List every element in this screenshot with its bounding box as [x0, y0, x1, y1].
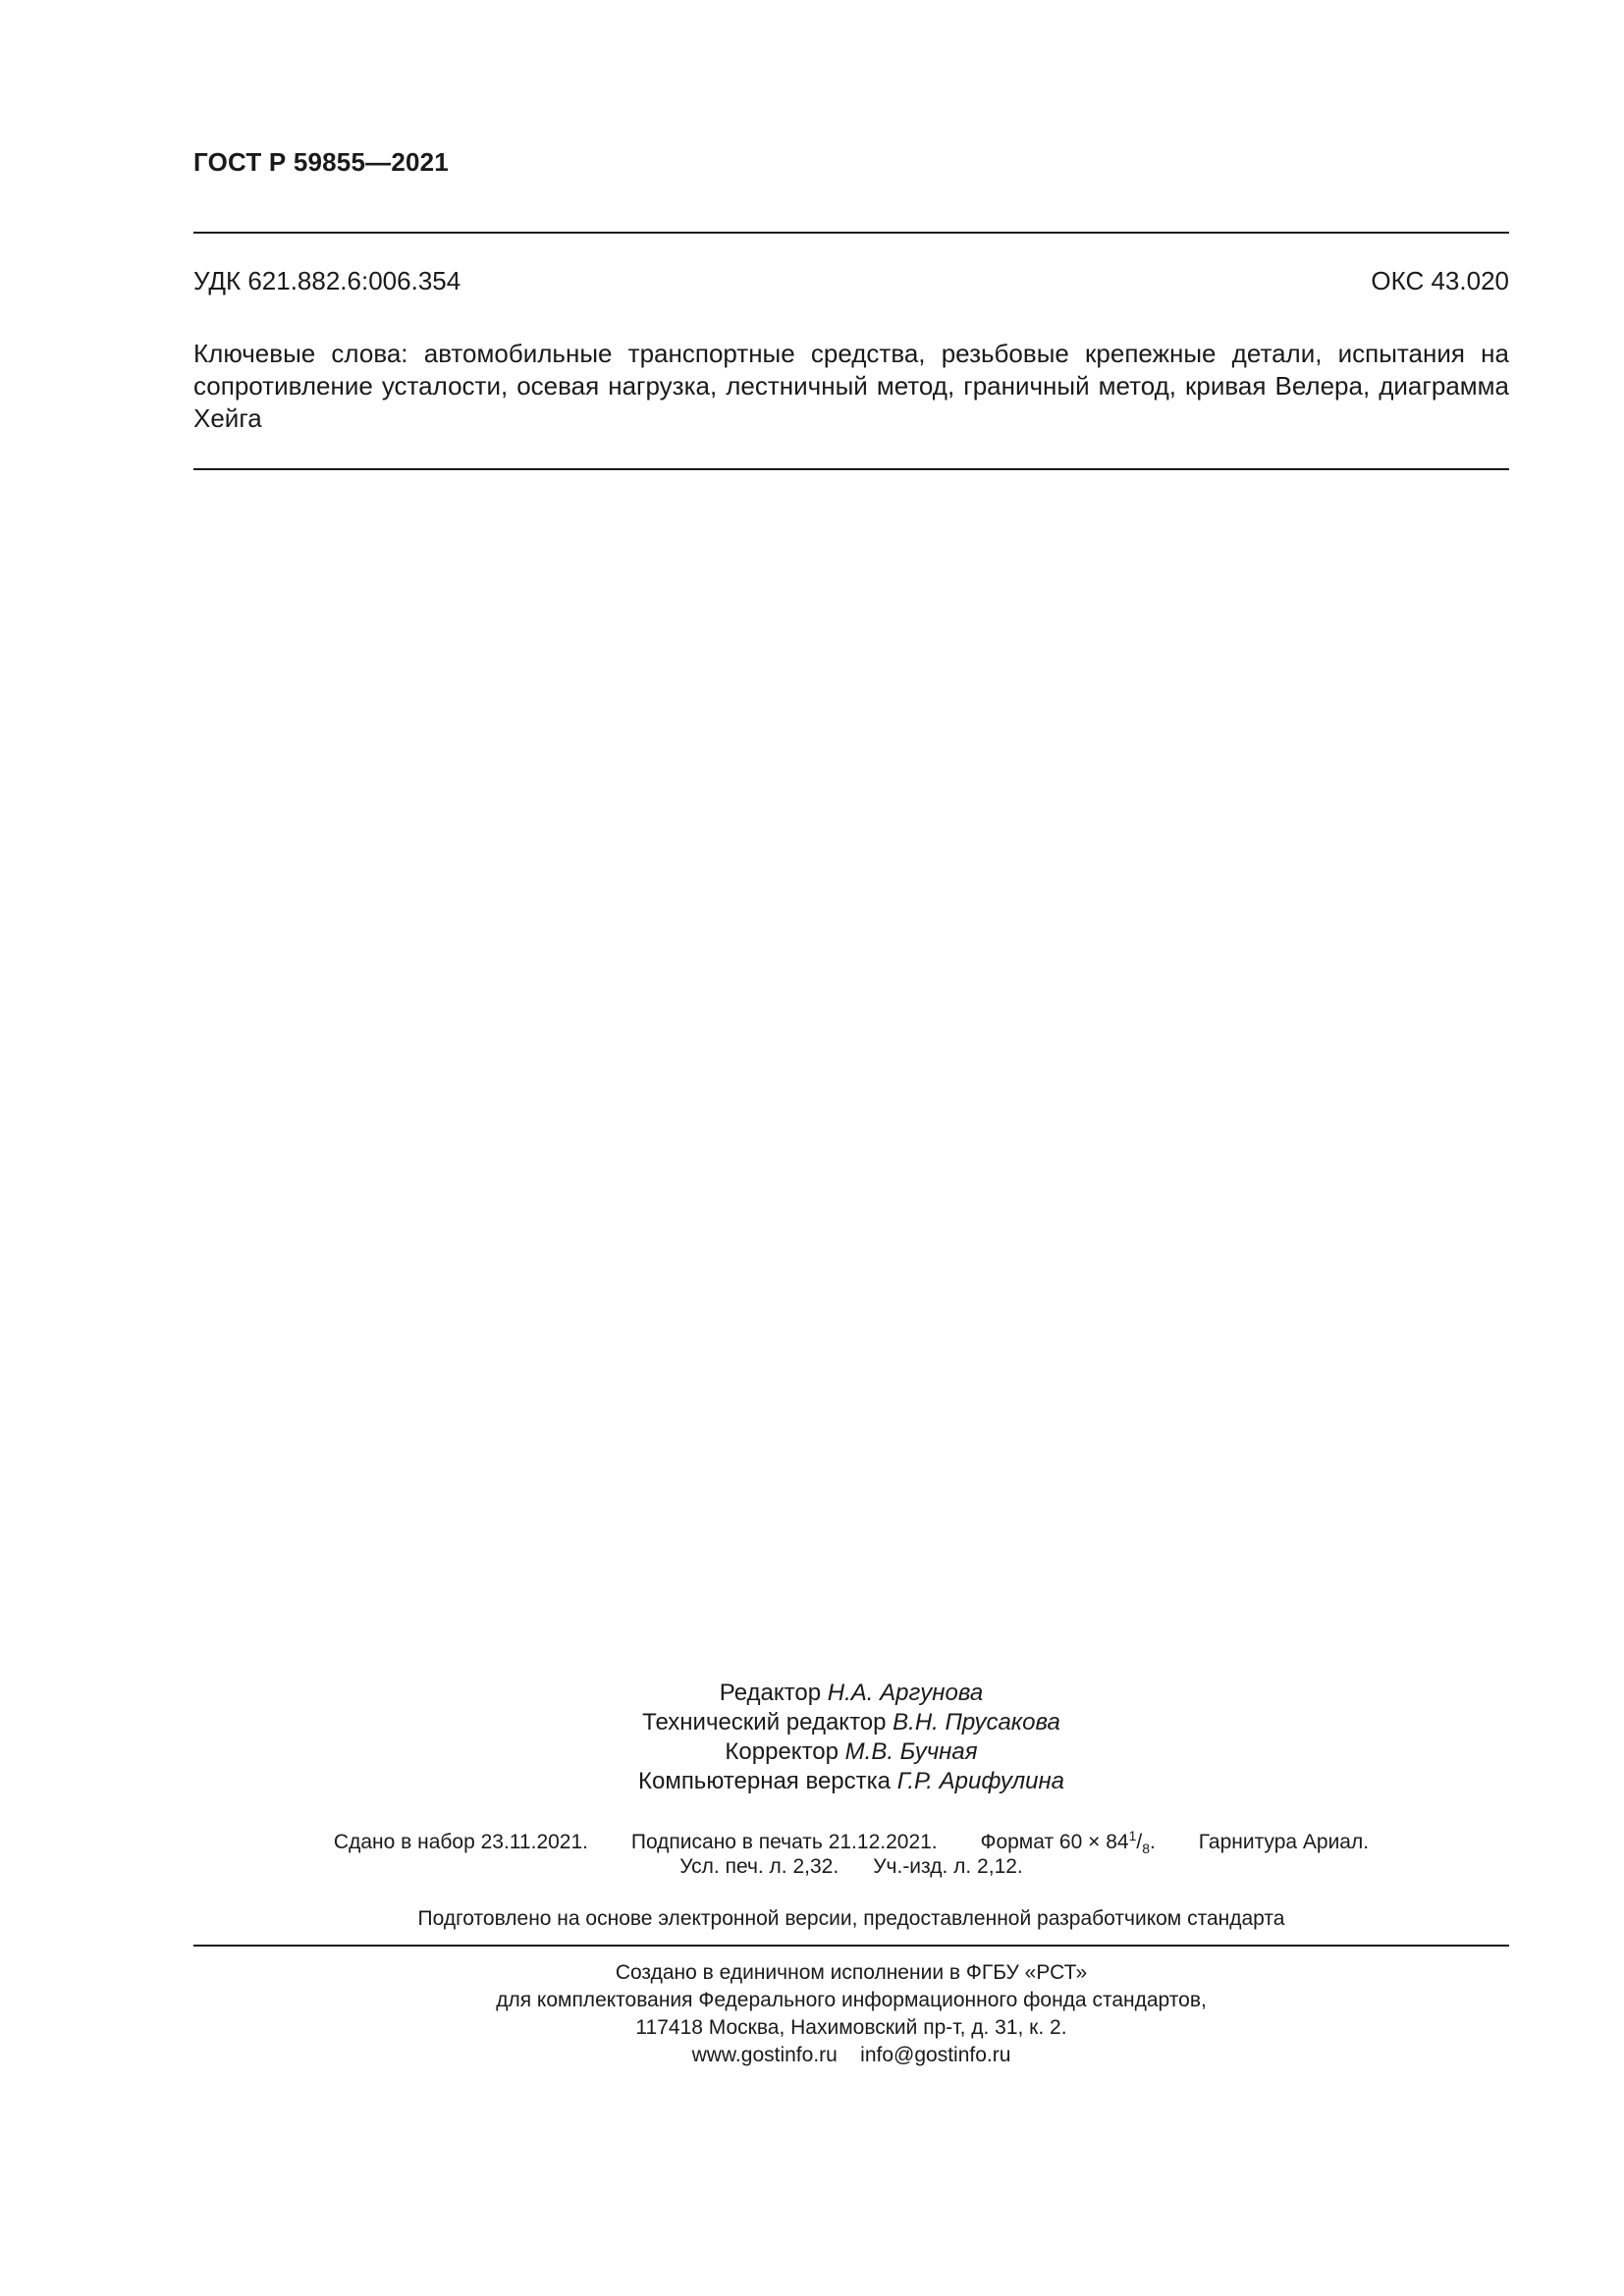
udk-code: УДК 621.882.6:006.354 — [193, 266, 461, 295]
keywords-divider — [193, 468, 1509, 470]
footer-line-3: 117418 Москва, Нахимовский пр-т, д. 31, к. 2. — [635, 2016, 1067, 2039]
publisher-sheets: Уч.-изд. л. 2,12. — [873, 1855, 1023, 1878]
credit-editor-name: Н.А. Аргунова — [827, 1680, 984, 1706]
print-format-suffix: . — [1150, 1831, 1156, 1853]
print-info-line-1 — [193, 1828, 1509, 1856]
oks-code: ОКС 43.020 — [1371, 266, 1509, 295]
document-id: ГОСТ Р 59855—2021 — [193, 147, 449, 177]
credit-layout-name: Г.Р. Арифулина — [896, 1768, 1065, 1794]
footer-contacts — [193, 2044, 1509, 2067]
credit-tech-editor-name: В.Н. Прусакова — [893, 1709, 1060, 1735]
credit-editor — [193, 1680, 1509, 1707]
credit-proofreader-name: М.В. Бучная — [844, 1738, 978, 1765]
credit-proofreader — [193, 1738, 1509, 1766]
top-divider — [193, 232, 1509, 234]
credit-tech-editor — [193, 1709, 1509, 1736]
footer-divider — [193, 1945, 1509, 1947]
prepared-note: Подготовлено на основе электронной версии, предоставленной разработчиком стандарта — [417, 1907, 1285, 1930]
print-info-line-2 — [193, 1855, 1509, 1879]
print-signed: Подписано в печать 21.12.2021. — [630, 1831, 938, 1853]
credit-layout-label: Компьютерная верстка — [637, 1768, 892, 1794]
footer-line-1: Создано в единичном исполнении в ФГБУ «РСТ» — [615, 1961, 1088, 1984]
print-format-sub: 8 — [1142, 1841, 1151, 1857]
credit-layout — [193, 1768, 1509, 1795]
print-format-slash: / — [1136, 1831, 1143, 1853]
footer-email-link[interactable]: info@gostinfo.ru — [860, 2044, 1011, 2066]
print-typeface: Гарнитура Ариал. — [1198, 1831, 1370, 1853]
print-format-sup: 1 — [1128, 1828, 1137, 1843]
print-format-prefix: Формат 60 × 84 — [980, 1831, 1129, 1853]
print-sheets: Усл. печ. л. 2,32. — [679, 1855, 839, 1878]
print-submitted: Сдано в набор 23.11.2021. — [333, 1831, 588, 1853]
keywords-paragraph: Ключевые слова: автомобильные транспортные средства, резьбовые крепежные детали, испытания на сопротивление усталости, осевая нагрузка, лестничный метод, граничный метод, кривая Велера, диаграмма Хейга — [193, 339, 1509, 433]
print-format — [980, 1828, 1156, 1857]
credit-proofreader-label: Корректор — [725, 1738, 839, 1765]
credit-tech-editor-label: Технический редактор — [642, 1709, 887, 1735]
footer-line-2: для комплектования Федерального информационного фонда стандартов, — [496, 1989, 1207, 2011]
footer-website-link[interactable]: www.gostinfo.ru — [691, 2044, 838, 2066]
credit-editor-label: Редактор — [719, 1680, 822, 1706]
